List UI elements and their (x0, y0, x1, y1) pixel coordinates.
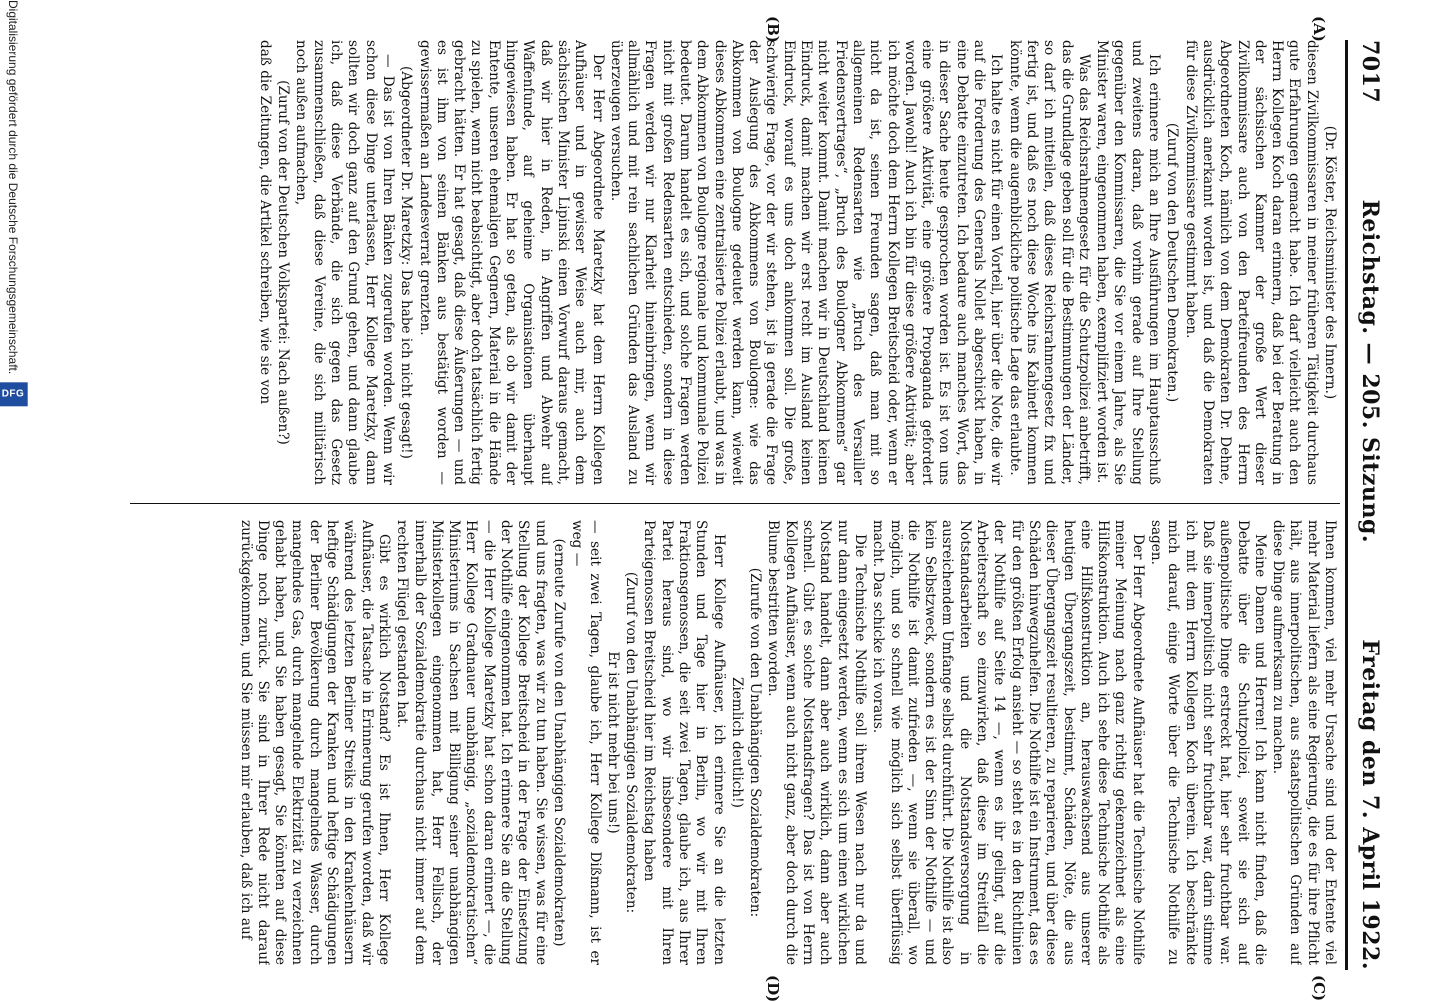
interjection: (Abgeordneter Dr. Maretzky: Das habe ich nicht gesagt!) (398, 66, 415, 459)
left-column (128, 40, 1338, 485)
dfg-logo: DFG (0, 383, 27, 407)
interjection: (erneute Zurufe von den Unabhängigen Sozialdemokraten) (550, 538, 567, 947)
paragraph: Der Herr Abgeordnete Maretzky hat dem Herrn Kollegen Aufhäuser und in gewisser Weise auch mir, auch dem sächsischen Minister Lipinski einen Vorwurf daraus gemacht, daß wir hier in Reden, in Angriffen und Abwehr auf Waffenfunde, auf geheime Organisationen überhaupt hingewiesen haben. Er hat so getan, als ob wir damit der Entente, unseren ehemaligen Gegnern, Material in die Hände zu spielen, wenn nicht beabsichtigt, aber doch tatsächlich fertig gebracht hätten. Er hat gesagt, daß diese Äußerungen — und es ist ihm von seinen Bänken aus bestätigt worden — gewissermaßen an Landesverrat grenzten. (416, 40, 606, 485)
session-title: Reichstag. — 205. Sitzung. (1357, 199, 1383, 543)
interjection: (Zuruf von der Deutschen Volkspartei: Nach außen?) (275, 80, 292, 445)
margin-marker-a: (A) (1310, 16, 1328, 42)
interjection: Er ist nicht mehr bei uns!) (604, 651, 621, 834)
interjection: Ziemlich deutlich!) (728, 677, 745, 808)
digitisation-note-wrapper (2, 0, 24, 1000)
paragraph: Die Technische Nothilfe soll ihrem Wesen nach nur da und nur dann eingesetzt werden, wenn es sich um einen wirklichen Notstand handelt, dann aber auch wirklich, dann aber auch schnell. Gibt es solche Notstandsfragen? Das ist von Herrn Kollegen Aufhäuser, wenn auch nicht ganz, aber doch durch die Blume bestritten worden. (765, 520, 868, 965)
paragraph: und uns fragten, was wir zu tun haben. Sie wissen, was für eine Stellung der Kollege Breitscheid in der Frage der Einsetzung der Nothilfe eingenommen hat. Ich erinnere Sie an die Stellung — die Herr Kollege Maretzky hat schon daran erinnert —, die Herr Kollege Gradnauer unabhängig, „sozialdemokratischen“ Ministeriums in Sachsen mit Billigung seiner unabhängigen Ministerkollegen eingenommen hat, Herr Fellisch, der innerhalb der Sozialdemokratie durchaus nicht immer auf dem rechten Flügel gestanden hat. (394, 520, 549, 965)
paragraph: Was das Reichsrahmengesetz für die Schutzpolizei anbetrifft, das die Grundlage geben soll für die Bestimmungen der Länder, so darf ich mitteilen, daß dieses Reichsrahmengesetz fix und fertig ist, und daß es noch diese Woche ins Kabinett kommen könnte, wenn die augenblickliche politische Lage das erlaubte. (1006, 40, 1092, 485)
paragraph: Ich erinnere mich an Ihre Ausführungen im Hauptausschuß und zweitens daran, daß vorhin gerade auf Ihre Stellung gegenüber den Kommissaren, die Sie vor einem Jahre, als Sie Minister waren, eingenommen haben, exemplifiziert worden ist. (1094, 40, 1163, 485)
paragraph: — seit zwei Tagen, glaube ich, Herr Kollege Dißmann, ist er weg — (569, 520, 603, 965)
digitisation-note: Digitalisierung gefördert durch die Deutsche Forschungsgemeinschaft. (6, 0, 20, 375)
interjection: (Zuruf von den Deutschen Demokraten.) (1164, 122, 1181, 403)
column-divider (130, 503, 1340, 504)
right-column (128, 520, 1338, 965)
digitisation-strip (0, 0, 26, 1000)
margin-marker-c: (C) (1310, 975, 1328, 1002)
interjection: (Zuruf von den Unabhängigen Sozialdemokraten: (623, 571, 640, 914)
paragraph: Der Herr Abgeordnete Aufhäuser hat die Technische Nothilfe meiner Meinung nach ganz richtig gekennzeichnet als eine Hilfskonstruktion. Auch ich sehe diese Technische Nothilfe als eine Hilfskonstruktion an, herauswachsend aus unserer heutigen Übergangszeit, bestimmt, Schäden, Nöte, die aus dieser Übergangszeit resultieren, zu reparieren, und über diese Schäden hinwegzuhelfen. Die Nothilfe ist ein Instrument, das es für den größten Erfolg ansieht — so steht es in den Richtlinien der Nothilfe auf Seite 14 —, wenn es ihr gelingt, auf die Arbeiterschaft so einzuwirken, daß diese im Streitfall die Notstandsarbeiten und die Notstandsversorgung in ausreichendem Umfange selbst durchführt. Die Nothilfe ist also kein Selbstzweck, sondern es ist der Sinn der Nothilfe — und die Nothilfe ist damit zufrieden —, wenn sie überall, wo möglich, und so schnell wie möglich sich selbst überflüssig macht. Das schicke ich voraus. (870, 520, 1146, 965)
session-date: Freitag den 7. April 1922. (1357, 639, 1383, 970)
paragraph: — Das ist von Ihren Bänken zugerufen worden. Wenn wir schon diese Dinge unterlassen, Herr Kollege Maretzky, dann sollten wir doch ganz auf den Grund gehen, und dann glaube ich, daß diese Verbände, die sich gegen das Gesetz zusammenschließen, daß diese Vereine, die sich militärisch noch außen aufmachen, (293, 40, 396, 485)
page-number: 7017 (1357, 40, 1383, 104)
margin-marker-b: (B) (764, 16, 782, 43)
running-head (1350, 40, 1390, 970)
paragraph: Ich halte es nicht für einen Vorteil, hier über die Note, die wir auf die Forderung des Generals Nollet abgeschickt haben, in eine Debatte einzutreten. Ich bedaure auch manches Wort, das in dieser Sache heute gesprochen worden ist. Es ist von uns eine größere Aktivität, eine größere Propaganda gefordert worden. Jawohl! Auch ich bin für diese größere Aktivität; aber ich möchte doch dem Herrn Kollegen Breitscheid oder, wenn er nicht da ist, seinen Freunden sagen, daß man mit so allgemeinen Redensarten wie „Bruch des Versailler Friedensvertrages“, „Bruch des Boulogner Abkommens“ gar nicht weiter kommt. Damit machen wir in Deutschland keinen Eindruck, damit machen wir erst recht im Ausland keinen Eindruck, worauf es uns doch ankommen soll. Die große, schwierige Frage, vor der wir stehen, ist ja gerade die Frage der Auslegung des Abkommens von Boulogne: wie das Abkommen von Boulogne gedeutet werden kann, wieweit dieses Abkommen eine zentralisierte Polizei erlaubt, und was in dem Abkommen von Boulogne regionale und kommunale Polizei bedeutet. Darum handelt es sich, und solche Fragen werden nicht mit großen Redensarten entschieden, sondern in diese Fragen werden wir nur Klarheit hineinbringen, wenn wir allmählich und mit rein sachlichen Gründen das Ausland zu überzeugen versuchen. (607, 40, 1005, 485)
rotated-page (100, 0, 1400, 1000)
interjection: (Zurufe von den Unabhängigen Sozialdemokraten: (747, 567, 764, 918)
paragraph: Meine Damen und Herren! Ich kann nicht finden, daß die Debatte über die Schutzpolizei, soweit sie sich auf außenpolitische Dinge erstreckt hat, hier sehr fruchtbar war. Daß sie innerpolitisch nicht sehr fruchtbar war, darin stimme ich mit dem Herrn Kollegen Koch überein. Ich beschränkte mich darauf, einige Worte über die Technische Nothilfe zu sagen. (1148, 520, 1268, 965)
margin-marker-d: (D) (764, 975, 782, 1002)
header-rule (1345, 40, 1348, 970)
paragraph: diesen Zivilkommissaren in meiner früheren Tätigkeit durchaus gute Erfahrungen gemacht habe. Ich darf vielleicht auch den Herrn Kollegen Koch daran erinnern, daß bei der Beratung in der sächsischen Kammer der große Wert dieser Zivilkommissare auch von den Parteifreunden des Herrn Abgeordneten Koch, nämlich von dem Demokraten Dr. Dehne, ausdrücklich anerkannt worden ist, und daß die Demokraten für diese Zivilkommissare gestimmt haben. (1182, 40, 1320, 485)
paragraph: Gibt es wirklich Notstand? Es ist Ihnen, Herr Kollege Aufhäuser, die Tatsache in Erinnerung gerufen worden, daß wir während des letzten Berliner Streiks in den Krankenhäusern heftige Schädigungen der Kranken und heftige Schädigungen der Berliner Bevölkerung durch mangelndes Wasser, durch mangelndes Gas, durch mangelnde Elektrizität zu verzeichnen gehabt haben, und Sie haben gesagt, Sie könnten auf diese Dinge noch zurück. Sie sind in Ihrer Rede nicht darauf zurückgekommen, und Sie müssen mir erlauben, daß ich auf (237, 520, 392, 965)
paragraph: Ihnen kommen, viel mehr Ursache sind und der Entente viel mehr Material liefern als eine Regierung, die es für ihre Pflicht hält, aus innerpolitischen, aus staatspolitischen Gründen auf diese Dinge aufmerksam zu machen. (1270, 520, 1338, 965)
paragraph: Herr Kollege Aufhäuser, ich erinnere Sie an die letzten Stunden und Tage hier in Berlin, wo wir mit Ihren Fraktionsgenossen, die seit zwei Tagen, glaube ich, aus Ihrer Partei heraus sind, wo wir insbesondere mit Ihren Parteigenossen Breitscheid hier im Reichstag haben (641, 520, 727, 965)
speaker-line: (Dr. Köster, Reichsminister des Innern.) (1322, 125, 1338, 400)
paragraph: daß die Zeitungen, die Artikel schreiben, wie sie von (256, 40, 273, 405)
